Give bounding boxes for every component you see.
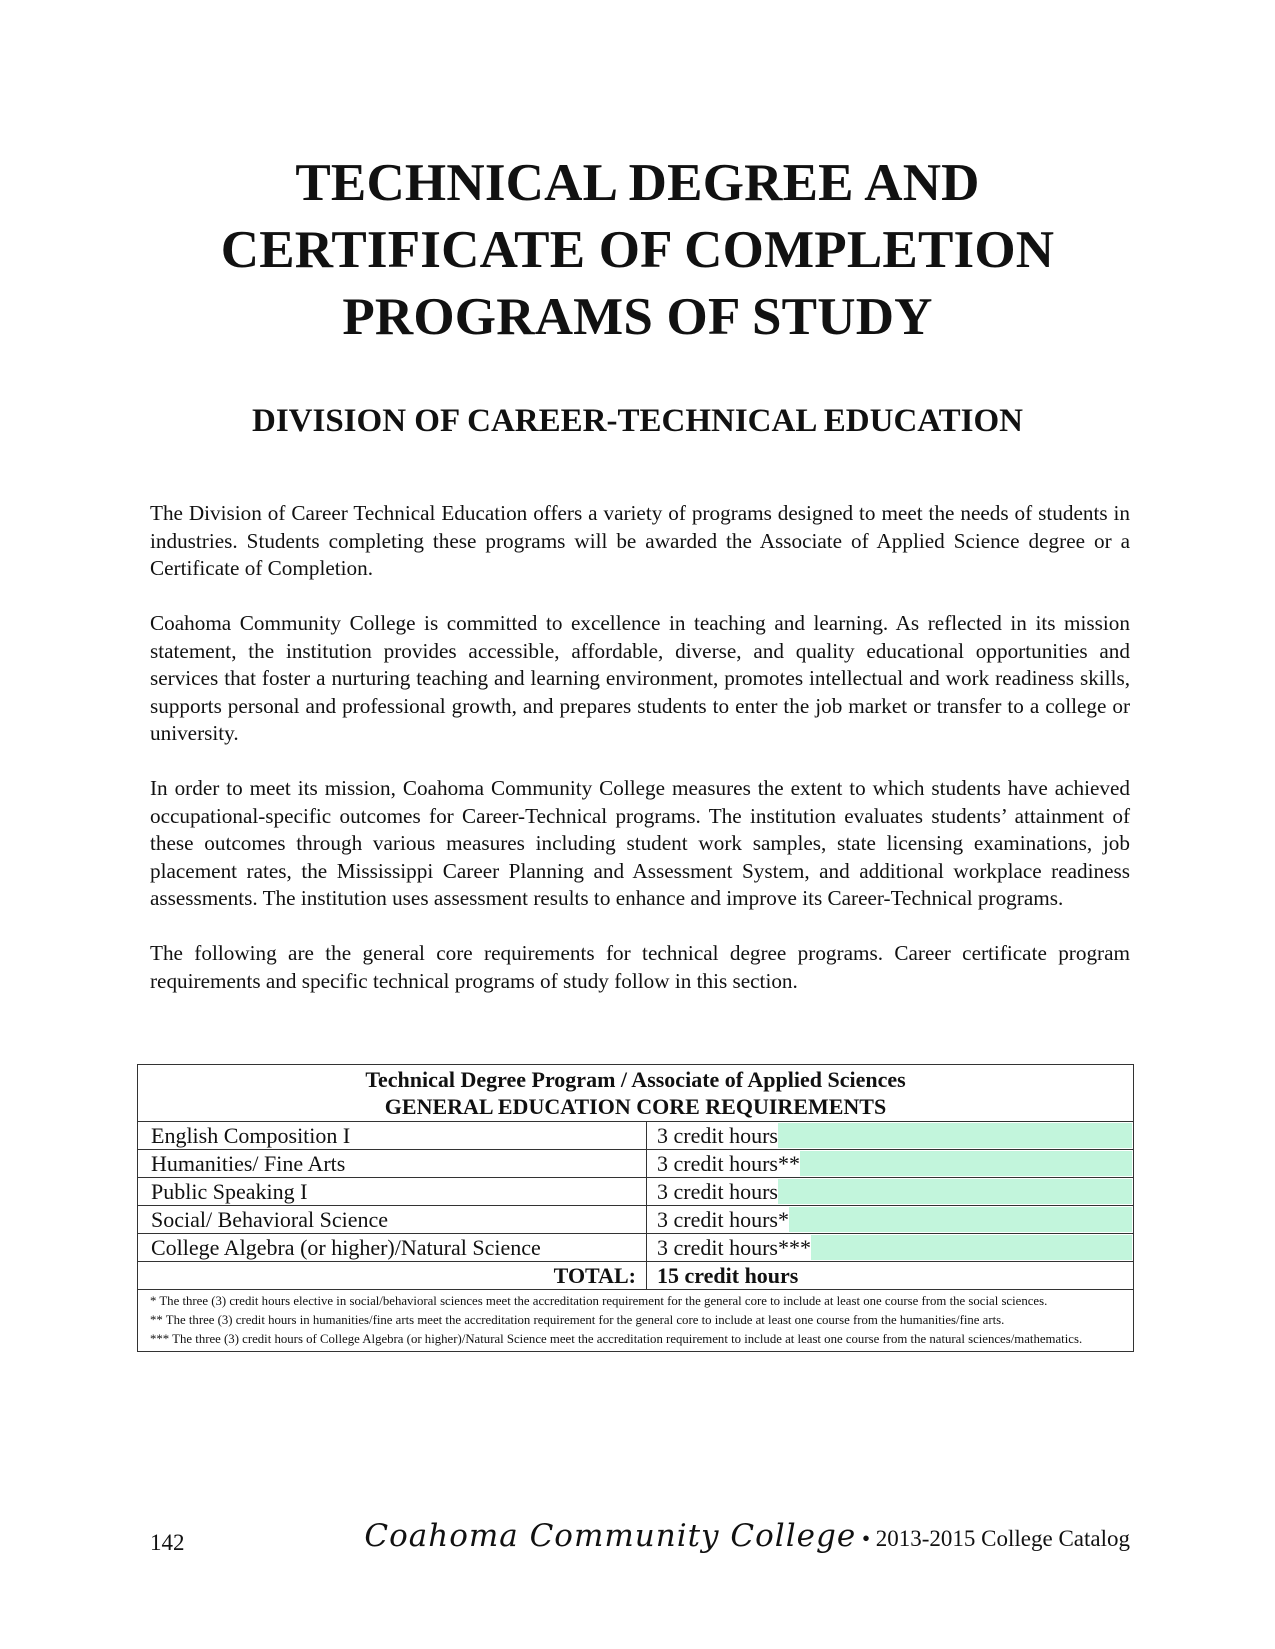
credit-cell	[647, 1206, 1134, 1234]
course-name: English Composition I	[138, 1122, 647, 1150]
paragraph: The Division of Career Technical Education offers a variety of programs designed to meet the needs of students in industries. Students completing these programs will be awarded the Associate of Applied Science degree or a Certificate of Completion.	[150, 501, 1130, 580]
total-label: TOTAL:	[138, 1262, 647, 1290]
table-heading-program: Technical Degree Program / Associate of Applied Sciences	[365, 1067, 906, 1092]
division-heading: DIVISION OF CAREER-TECHNICAL EDUCATION	[251, 403, 1024, 439]
paragraph: The following are the general core requirements for technical degree programs. Career certificate program requirements and specific technical programs of study follow in this section.	[150, 941, 1130, 993]
title-line: TECHNICAL DEGREE AND	[295, 154, 980, 212]
course-name: Humanities/ Fine Arts	[138, 1150, 647, 1178]
credit-hours: 3 credit hours	[657, 1123, 778, 1148]
course-name: Public Speaking I	[138, 1178, 647, 1206]
title-line: PROGRAMS OF STUDY	[342, 288, 933, 346]
footnote: *** The three (3) credit hours of College Algebra (or higher)/Natural Science meet the accreditation requirement to include at least one course from the natural sciences/mathematics.	[150, 1331, 1083, 1346]
table-heading-core: GENERAL EDUCATION CORE REQUIREMENTS	[384, 1094, 887, 1119]
paragraph: Coahoma Community College is committed to excellence in teaching and learning. As reflected in its mission statement, the institution provides accessible, affordable, diverse, and quality educational opportunities and services that foster a nurturing teaching and learning environment, promotes intellectual and work readiness skills, supports personal and professional growth, and prepares students to enter the job market or transfer to a college or university.	[150, 611, 1130, 745]
highlight-fill	[778, 1123, 1132, 1148]
highlight-fill	[789, 1207, 1132, 1232]
credit-cell	[647, 1178, 1134, 1206]
table-header	[138, 1065, 1134, 1122]
credit-cell	[647, 1234, 1134, 1262]
table-row	[138, 1122, 1134, 1150]
highlight-fill	[811, 1235, 1132, 1260]
credit-hours: 3 credit hours	[657, 1179, 778, 1204]
title-line: CERTIFICATE OF COMPLETION	[220, 221, 1055, 279]
core-requirements-table	[137, 1064, 1134, 1352]
body-text	[150, 500, 1130, 1023]
course-name: College Algebra (or higher)/Natural Science	[138, 1234, 647, 1262]
highlight-fill	[778, 1179, 1132, 1204]
paragraph: In order to meet its mission, Coahoma Community College measures the extent to which students have achieved occupational-specific outcomes for Career-Technical programs. The institution evaluates students’ attainment of these outcomes through various measures including student work samples, state licensing examinations, job placement rates, the Mississippi Career Planning and Assessment System, and additional workplace readiness assessments. The institution uses assessment results to enhance and improve its Career-Technical programs.	[150, 776, 1130, 910]
footnote: ** The three (3) credit hours in humanities/fine arts meet the accreditation requirement for the general core to include at least one course from the humanities/fine arts.	[150, 1312, 1005, 1327]
total-row	[138, 1262, 1134, 1290]
table-row	[138, 1206, 1134, 1234]
credit-cell	[647, 1122, 1134, 1150]
footer-separator: •	[861, 1526, 870, 1551]
page-title	[100, 150, 1175, 351]
credit-hours: 3 credit hours*	[657, 1207, 789, 1232]
total-value: 15 credit hours	[647, 1262, 1134, 1290]
page-number: 142	[150, 1530, 185, 1555]
college-name: Coahoma Community College	[364, 1518, 857, 1554]
table-row	[138, 1150, 1134, 1178]
catalog-text: 2013-2015 College Catalog	[875, 1526, 1130, 1551]
credit-hours: 3 credit hours***	[657, 1235, 811, 1260]
table-header-row	[138, 1065, 1134, 1122]
notes-row	[138, 1290, 1134, 1352]
table-row	[138, 1234, 1134, 1262]
footnote: * The three (3) credit hours elective in social/behavioral sciences meet the accreditation requirement for the general core to include at least one course from the social sciences.	[150, 1294, 1048, 1308]
credit-hours: 3 credit hours**	[657, 1151, 800, 1176]
course-name: Social/ Behavioral Science	[138, 1206, 647, 1234]
highlight-fill	[800, 1151, 1132, 1176]
footnotes	[138, 1290, 1134, 1352]
footer-catalog	[364, 1518, 1130, 1554]
table-row	[138, 1178, 1134, 1206]
credit-cell	[647, 1150, 1134, 1178]
